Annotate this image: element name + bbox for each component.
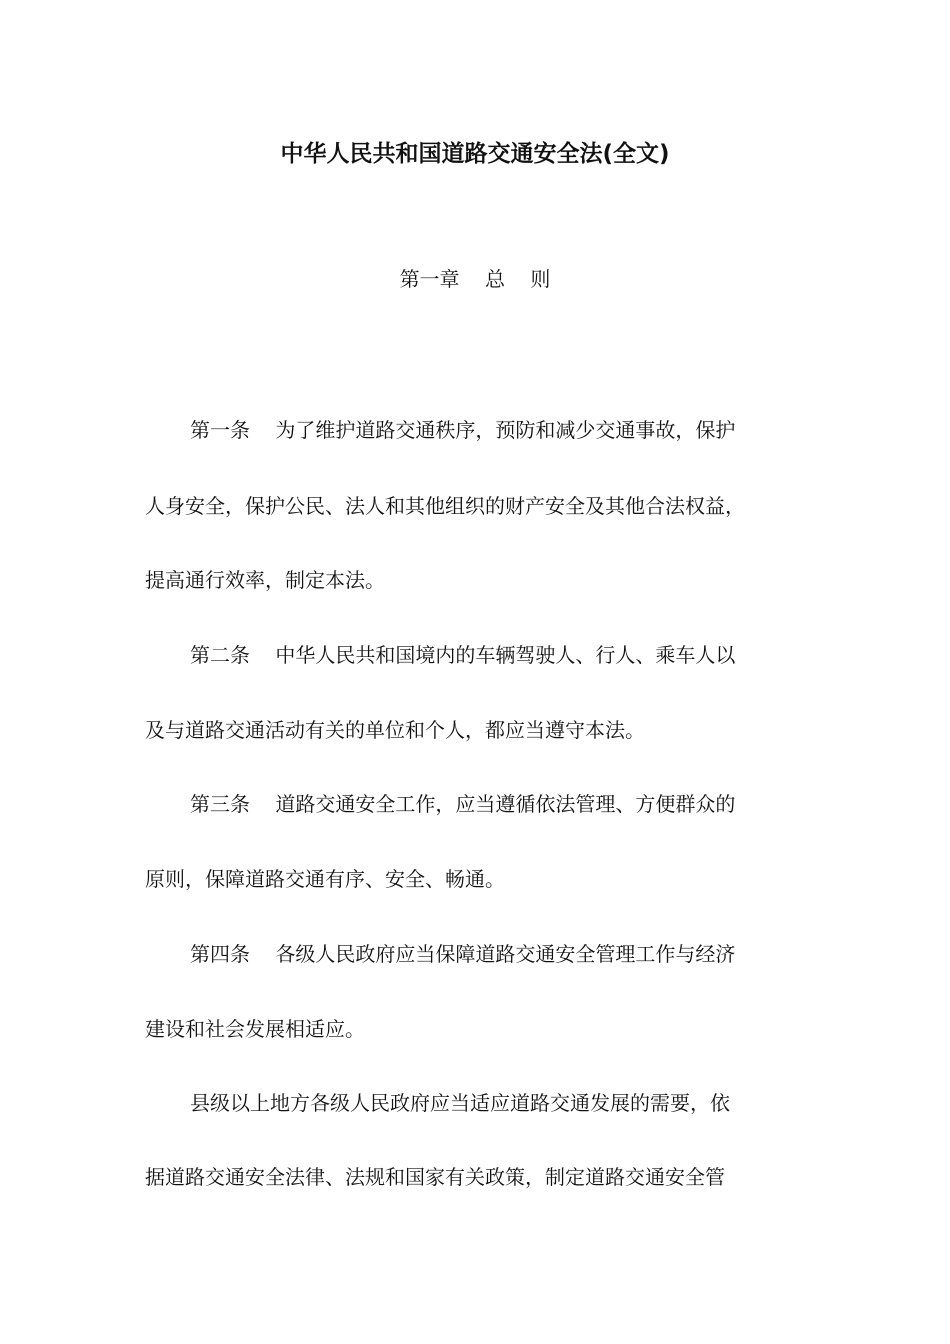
article-4-line-1: 第四条 各级人民政府应当保障道路交通安全管理工作与经济 — [190, 942, 736, 966]
chapter-heading: 第一章 总 则 — [399, 267, 551, 291]
article-1-line-1: 第一条 为了维护道路交通秩序，预防和减少交通事故，保护 — [190, 418, 736, 442]
article-1-line-2: 人身安全，保护公民、法人和其他组织的财产安全及其他合法权益， — [145, 494, 745, 518]
article-4-line-2: 建设和社会发展相适应。 — [145, 1017, 365, 1041]
article-2-line-1: 第二条 中华人民共和国境内的车辆驾驶人、行人、乘车人以 — [190, 643, 736, 667]
article-4-para-2-line-1: 县级以上地方各级人民政府应当适应道路交通发展的需要，依 — [190, 1091, 730, 1115]
article-3-line-2: 原则，保障道路交通有序、安全、畅通。 — [145, 867, 505, 891]
article-2-line-2: 及与道路交通活动有关的单位和个人，都应当遵守本法。 — [145, 718, 645, 742]
article-1-line-3: 提高通行效率，制定本法。 — [145, 568, 385, 592]
article-3-line-1: 第三条 道路交通安全工作，应当遵循依法管理、方便群众的 — [190, 792, 736, 816]
page-title: 中华人民共和国道路交通安全法(全文) — [280, 141, 670, 167]
article-4-para-2-line-2: 据道路交通安全法律、法规和国家有关政策，制定道路交通安全管 — [145, 1165, 725, 1189]
